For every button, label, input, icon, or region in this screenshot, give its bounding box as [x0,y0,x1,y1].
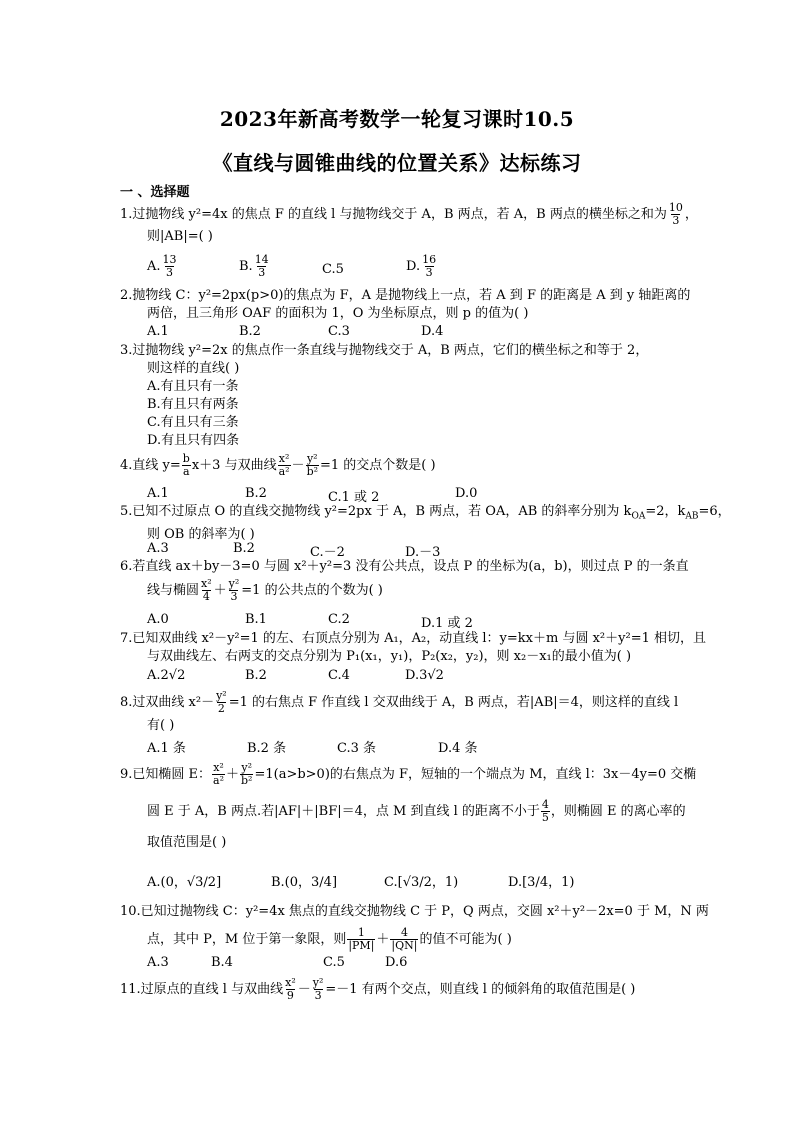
q8-option-d: D.4 条 [438,741,478,756]
q7-option-d: D.3√2 [405,668,444,683]
q2-option-b: B.2 [239,324,261,339]
q1-option-a: A. $\frac{13}{3}$ [147,253,177,279]
title-line-1: 2023年新高考数学一轮复习课时10.5 [219,107,575,131]
question-8: 8.过双曲线 x²－ $\frac{\text{y²}}{2}$ =1 的右焦点 F 作直线 l 交双曲线于 A，B 两点，若|AB|＝4，则这样的直线 l 有( ) [120,689,679,733]
q6-option-c: C.2 [328,612,350,627]
q4-option-b: B.2 [245,486,267,501]
question-11: 11.过原点的直线 l 与双曲线 $\frac{\text{x²}}{9}$ － $\frac{\text{y²}}{3}$ =－1 有两个交点，则直线 l 的倾斜角的取值范围是( ) [120,976,636,1002]
question-2: 2.抛物线 C：y²=2px(p>0)的焦点为 F，A 是抛物线上一点，若 A 到 F 的距离是 A 到 y 轴距离的 两倍，且三角形 OAF 的面积为 1，O 为坐标原点，则 p 的值为( ) [120,288,691,321]
q3-option-a: A.有且只有一条 [147,379,239,394]
q4-options [147,486,547,504]
q5-options [147,541,547,559]
q10-option-c: C.5 [323,955,345,970]
q4-option-d: D.0 [455,486,478,501]
q9-options [147,871,597,889]
q7-option-b: B.2 [245,668,267,683]
q7-option-c: C.4 [328,668,350,683]
q5-option-b: B.2 [233,541,255,556]
q3-option-b: B.有且只有两条 [147,397,239,412]
question-3: 3.过抛物线 y²=2x 的焦点作一条直线与抛物线交于 A，B 两点，它们的横坐标之和等于 2， 则这样的直线( ) A.有且只有一条 B.有且只有两条 C.有且只有三条 D.有且只有四条 [120,342,710,450]
q6-option-d: D.1 或 2 [421,616,473,631]
q5-option-d: D.－3 [405,545,441,560]
q2-option-c: C.3 [328,324,350,339]
q3-option-d: D.有且只有四条 [147,433,240,448]
q10-option-a: A.3 [147,955,169,970]
q6-option-a: A.0 [147,612,169,627]
q10-options [147,955,547,973]
q1-options [147,254,547,284]
question-5: 5.已知不过原点 O 的直线交抛物线 y²=2px 于 A，B 两点，若 OA，AB 的斜率分别为 $k_{OA}=2$，$k_{AB}=6$， 则 OB 的斜率为( ) [120,504,731,542]
q9-option-c: C.[√3/2，1) [384,875,459,890]
q4-option-c: C.1 或 2 [328,490,380,505]
q2-option-d: D.4 [421,324,444,339]
q2-options [147,324,547,342]
q1-option-c: C.5 [322,262,344,277]
q6-options [147,612,547,630]
q9-option-a: A.(0，√3/2] [147,875,222,890]
question-1: 1.过抛物线 y²=4x 的焦点 F 的直线 l 与抛物线交于 A，B 两点，若 A，B 两点的横坐标之和为 $\frac{10}{3}$ ， 则|AB|=( ) [120,202,710,246]
q8-options [147,737,547,755]
question-6: 6.若直线 ax＋by－3=0 与圆 x²＋y²=3 没有公共点，设点 P 的坐标为(a，b)，则过点 P 的一条直 线与椭圆 $\frac{\text{x²}}{4}$ ＋ $\frac{\text{y²}}{3}$ =1 的公共点的个数为( ) [120,559,689,603]
q3-option-c: C.有且只有三条 [147,415,239,430]
q2-option-a: A.1 [147,324,169,339]
question-10: 10.已知过抛物线 C：y²=4x 焦点的直线交抛物线 C 于 P，Q 两点，交圆 x²＋y²－2x=0 于 M，N 两 点，其中 P，M 位于第一象限，则 $\frac{1}{|PM|}$ ＋ $\frac{4}{|QN|}$ 的值不可能为( ) [120,904,709,952]
question-7: 7.已知双曲线 x²－y²=1 的左、右顶点分别为 A₁，A₂，动直线 l：y=kx＋m 与圆 x²＋y²=1 相切，且 与双曲线左、右两支的交点分别为 P₁(x₁，y₁)，P₂(x₂，y₂)，则 x₂－x₁的最小值为( ) [120,631,706,664]
q1-text: 1.过抛物线 y²=4x 的焦点 F 的直线 l 与抛物线交于 A，B 两点，若 A，B 两点的横坐标之和为 [120,207,667,222]
q1-option-b: B. $\frac{14}{3}$ [239,253,269,279]
q9-option-b: B.(0，3/4] [271,875,338,890]
title-line-2: 《直线与圆锥曲线的位置关系》达标练习 [212,151,582,175]
q8-option-b: B.2 条 [247,741,287,756]
q1-fraction: $\frac{10}{3}$ [668,201,683,227]
q10-option-d: D.6 [385,955,408,970]
section-heading: 一 、选择题 [120,185,190,200]
q6-option-b: B.1 [245,612,267,627]
q5-option-c: C.－2 [310,545,345,560]
question-9: 9.已知椭圆 E： $\frac{\text{x²}}{\text{a²}}$ ＋ $\frac{\text{y²}}{\text{b²}}$ =1(a>b>0)的右焦点为 F，短轴的一个端点为 M，直线 l：3x－4y=0 交椭 圆 E 于 A，B 两点.若|AF|＋|BF|＝4，点 M 到直线 l 的距离不小于 $\frac{4}{5}$ ，则椭圆 E 的离心率的 取值范围是( ) [120,761,697,850]
q8-option-c: C.3 条 [337,741,377,756]
q1-option-d: D. $\frac{16}{3}$ [406,253,437,279]
q9-option-d: D.[3/4，1) [508,875,575,890]
q7-option-a: A.2√2 [147,668,186,683]
q1-line2: 则|AB|=( ) [147,229,213,244]
q7-options [147,668,547,686]
q10-option-b: B.4 [211,955,233,970]
question-4: 4.直线 y= $\frac{b}{a}$ x＋3 与双曲线 $\frac{\text{x²}}{\text{a²}}$ － $\frac{\text{y²}}{\text{b²}}$ =1 的交点个数是( ) [120,452,436,478]
q4-option-a: A.1 [147,486,169,501]
q8-option-a: A.1 条 [147,741,186,756]
q5-option-a: A.3 [147,541,169,556]
